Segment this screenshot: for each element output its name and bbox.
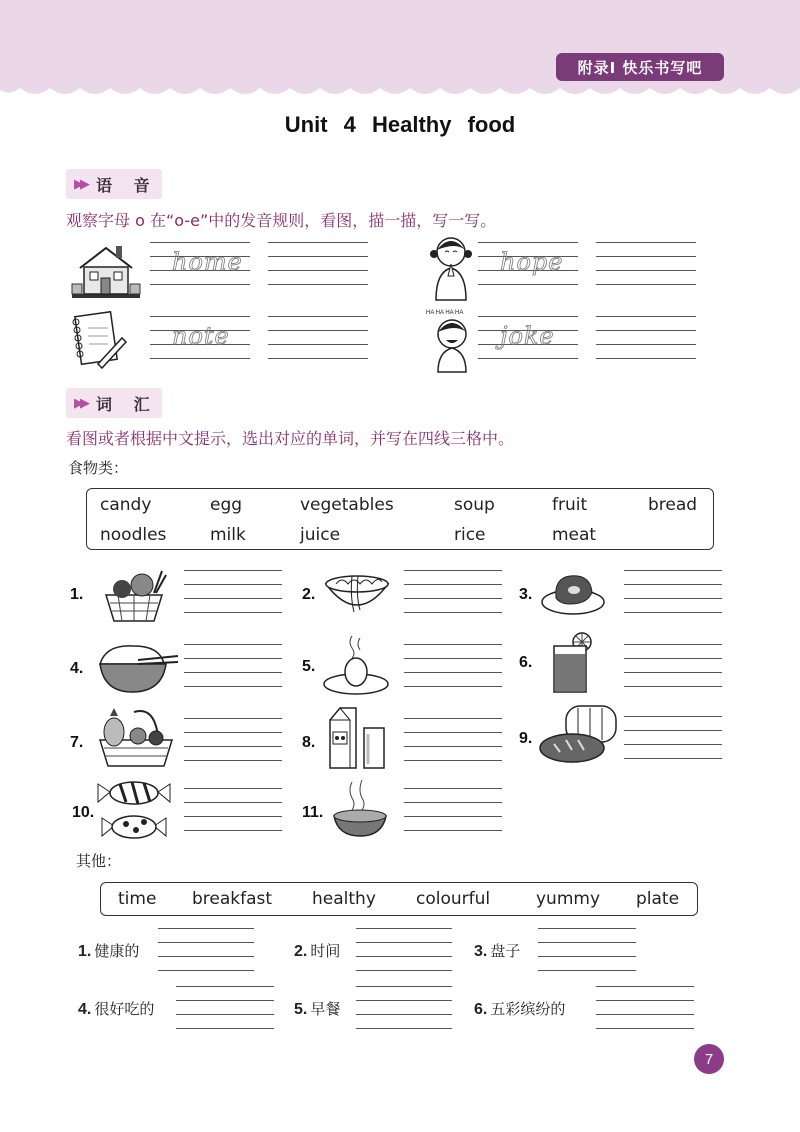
answer-lines[interactable]: [176, 986, 274, 1030]
answer-lines[interactable]: [356, 928, 452, 972]
soup-bowl-icon: [330, 780, 390, 840]
writing-lines-blank[interactable]: [268, 242, 368, 286]
question-number: 2.: [302, 586, 316, 603]
question-number: 8.: [302, 734, 316, 751]
question-number: 7.: [70, 734, 84, 751]
question-number: 11.: [302, 804, 324, 821]
egg-plate-icon: [322, 632, 390, 696]
question-number: 10.: [72, 804, 95, 821]
answer-lines[interactable]: [404, 644, 502, 688]
word-plate: plate: [636, 889, 680, 909]
answer-lines[interactable]: [356, 986, 452, 1030]
word-candy: candy: [100, 495, 152, 515]
word-breakfast: breakfast: [192, 889, 273, 909]
trace-word-home: home: [172, 248, 243, 276]
word-colourful: colourful: [416, 889, 491, 909]
word-yummy: yummy: [536, 889, 601, 909]
prompt-breakfast: 5. 早餐: [294, 1000, 341, 1018]
question-number: 1.: [70, 586, 84, 603]
answer-lines[interactable]: [184, 644, 282, 688]
word-juice: juice: [300, 525, 341, 545]
writing-lines-blank[interactable]: [268, 316, 368, 360]
word-egg: egg: [210, 495, 243, 515]
house-icon: [68, 240, 144, 300]
unit-title: Unit 4 Healthy food: [284, 112, 516, 137]
answer-lines[interactable]: [404, 718, 502, 762]
word-soup: soup: [454, 495, 495, 515]
prompt-colourful: 6. 五彩缤纷的: [474, 1000, 566, 1018]
word-noodles: noodles: [100, 525, 167, 545]
question-number: 6.: [519, 654, 533, 671]
rice-bowl-icon: [94, 638, 180, 694]
word-fruit: fruit: [552, 495, 588, 515]
word-rice: rice: [454, 525, 486, 545]
laughing-boy-icon: [424, 304, 480, 374]
candy-icon: [96, 780, 172, 842]
praying-girl-icon: [426, 232, 476, 302]
prompt-plate: 3. 盘子: [474, 942, 521, 960]
answer-lines[interactable]: [184, 570, 282, 614]
prompt-healthy: 1. 健康的: [78, 942, 140, 960]
word-meat: meat: [552, 525, 597, 545]
answer-lines[interactable]: [624, 570, 722, 614]
word-vegetables: vegetables: [300, 495, 394, 515]
writing-lines-blank[interactable]: [596, 316, 696, 360]
svg-text:HA HA HA HA: HA HA HA HA: [426, 310, 464, 316]
vocabulary-section-tag: ▶▶ 词 汇: [66, 388, 162, 418]
word-time: time: [118, 889, 157, 909]
trace-word-joke: joke: [500, 322, 555, 350]
vegetable-basket-icon: [98, 565, 170, 623]
other-word-bank: [100, 882, 698, 916]
other-heading: 其他：: [76, 852, 122, 870]
noodle-bowl-icon: [322, 566, 392, 618]
answer-lines[interactable]: [596, 986, 694, 1030]
question-number: 9.: [519, 730, 533, 747]
writing-lines-trace-home[interactable]: [150, 242, 250, 286]
trace-word-note: note: [172, 322, 230, 350]
appendix-tab: 附录Ⅰ 快乐书写吧: [556, 53, 724, 81]
word-healthy: healthy: [312, 889, 376, 909]
writing-lines-trace-joke[interactable]: [478, 316, 578, 360]
phonics-section-tag: ▶▶ 语 音: [66, 169, 162, 199]
word-bread: bread: [648, 495, 698, 515]
writing-lines-trace-note[interactable]: [150, 316, 250, 360]
page-number: 7: [694, 1044, 724, 1074]
milk-carton-icon: [326, 706, 388, 770]
food-word-bank: [86, 488, 714, 550]
notebook-pen-icon: [68, 310, 128, 370]
bread-loaf-icon: [538, 704, 620, 764]
food-heading: 食物类：: [68, 459, 129, 477]
double-arrow-icon: ▶▶: [74, 395, 86, 411]
answer-lines[interactable]: [404, 788, 502, 832]
meat-plate-icon: [540, 568, 606, 618]
writing-lines-blank[interactable]: [596, 242, 696, 286]
answer-lines[interactable]: [184, 718, 282, 762]
fruit-basket-icon: [94, 706, 176, 768]
question-number: 4.: [70, 660, 84, 677]
prompt-yummy: 4. 很好吃的: [78, 1000, 155, 1018]
prompt-time: 2. 时间: [294, 942, 341, 960]
phonics-instruction: 观察字母 o 在“o-e”中的发音规则，看图，描一描，写一写。: [66, 211, 497, 230]
vocabulary-instruction: 看图或者根据中文提示，选出对应的单词，并写在四线三格中。: [66, 429, 515, 448]
writing-lines-trace-hope[interactable]: [478, 242, 578, 286]
juice-glass-icon: [548, 630, 596, 694]
word-milk: milk: [210, 525, 246, 545]
double-arrow-icon: ▶▶: [74, 176, 86, 192]
answer-lines[interactable]: [624, 644, 722, 688]
answer-lines[interactable]: [624, 716, 722, 760]
answer-lines[interactable]: [184, 788, 282, 832]
answer-lines[interactable]: [404, 570, 502, 614]
answer-lines[interactable]: [538, 928, 636, 972]
trace-word-hope: hope: [500, 248, 564, 276]
question-number: 3.: [519, 586, 533, 603]
question-number: 5.: [302, 658, 316, 675]
answer-lines[interactable]: [158, 928, 254, 972]
